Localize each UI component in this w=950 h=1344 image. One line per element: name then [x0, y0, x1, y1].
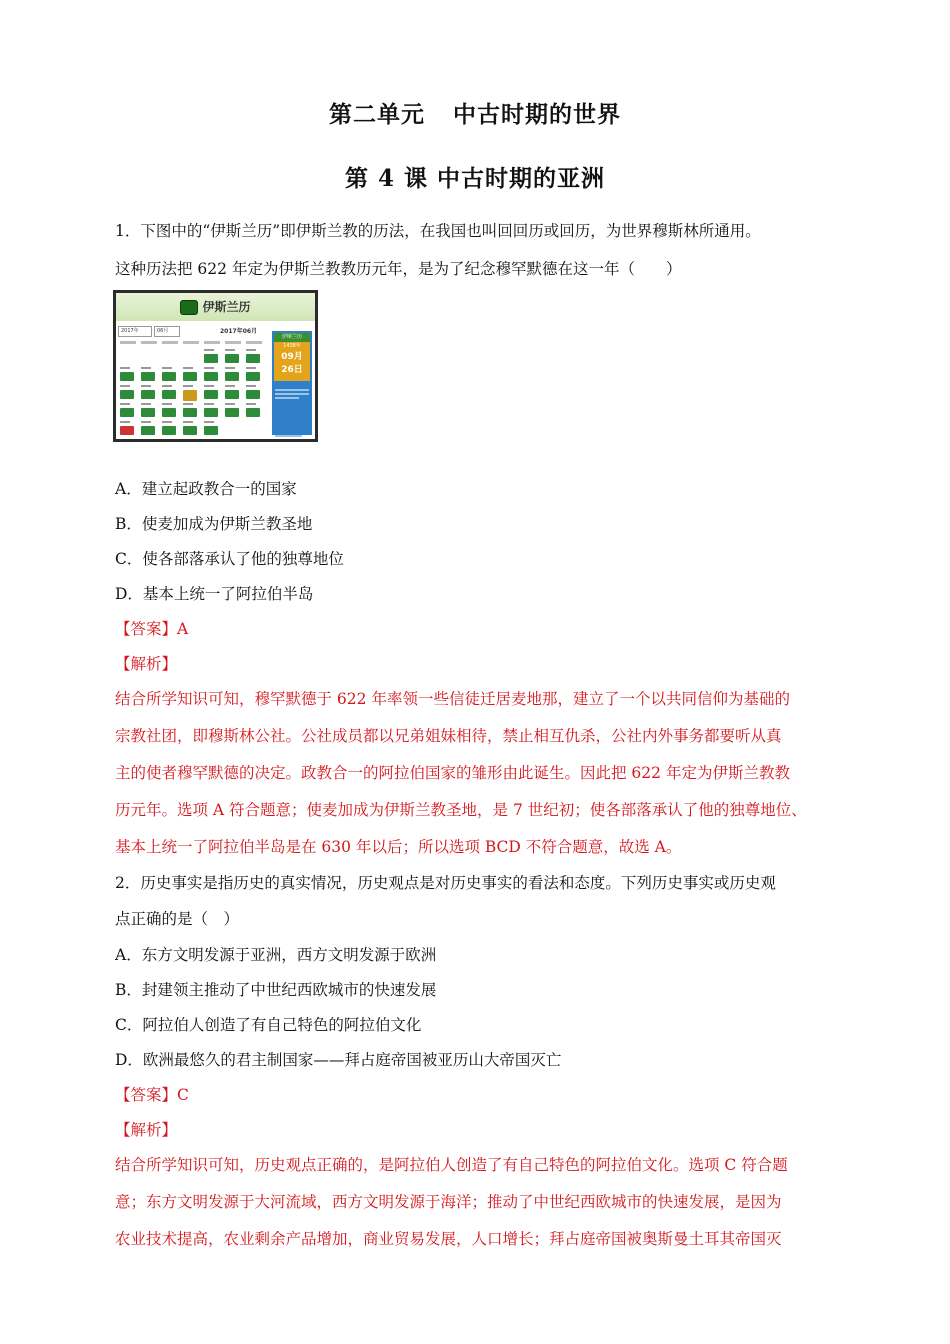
- calendar-day-number-mark: [204, 403, 214, 405]
- q2-option-c: C．阿拉伯人创造了有自己特色的阿拉伯文化: [115, 1016, 422, 1034]
- calendar-day-cell: [183, 372, 197, 381]
- calendar-weekday-mark: [141, 341, 157, 344]
- calendar-day-cell: [204, 408, 218, 417]
- q2-option-a: A．东方文明发源于亚洲，西方文明发源于欧洲: [115, 946, 437, 964]
- calendar-day-cell: [183, 408, 197, 417]
- q1-answer: [115, 617, 188, 639]
- calendar-day-number-mark: [225, 367, 235, 369]
- q1-stem-line1: 1．下图中的“伊斯兰历”即伊斯兰教的历法，在我国也叫回回历或回历，为世界穆斯林所通用。: [115, 222, 761, 240]
- calendar-day-cell: [162, 426, 176, 435]
- q1-option-a: A．建立起政教合一的国家: [115, 480, 297, 498]
- calendar-year-select: 2017年: [118, 326, 152, 337]
- calendar-day-cell: [141, 372, 155, 381]
- calendar-side-panel: [272, 331, 312, 435]
- q2-option-d: D．欧洲最悠久的君主制国家——拜占庭帝国被亚历山大帝国灭亡: [115, 1051, 562, 1069]
- calendar-day-number-mark: [141, 367, 151, 369]
- calendar-day-cell: [141, 390, 155, 399]
- calendar-day-number-mark: [141, 403, 151, 405]
- calendar-month-label: 2017年06月: [220, 328, 258, 335]
- calendar-day-number-mark: [225, 385, 235, 387]
- calendar-day-cell: [183, 426, 197, 435]
- calendar-side-month: 09月: [281, 352, 303, 362]
- q2-answer-label: 【答案】: [115, 1086, 178, 1104]
- calendar-day-number-mark: [225, 403, 235, 405]
- calendar-day-cell: [141, 426, 155, 435]
- calendar-day-number-mark: [120, 421, 130, 423]
- q1-option-d: D．基本上统一了阿拉伯半岛: [115, 585, 314, 603]
- unit-name: 中古时期的世界: [453, 101, 621, 128]
- islamic-calendar-image: [113, 290, 318, 442]
- calendar-side-note: [275, 387, 309, 437]
- calendar-day-cell: [225, 390, 239, 399]
- calendar-weekday-mark: [183, 341, 199, 344]
- calendar-logo-icon: [180, 300, 198, 315]
- q1-answer-value: A: [177, 620, 189, 638]
- calendar-day-cell: [162, 372, 176, 381]
- q1-analysis-line4: 历元年。选项 A 符合题意；使麦加成为伊斯兰教圣地，是 7 世纪初；使各部落承认了他的独尊地位、: [115, 801, 807, 819]
- q2-analysis-line2: 意；东方文明发源于大河流域，西方文明发源于海洋；推动了中世纪西欧城市的快速发展，是因为: [115, 1193, 782, 1211]
- calendar-weekday-mark: [204, 341, 220, 344]
- unit-title: [0, 96, 950, 129]
- calendar-day-cell: [246, 408, 260, 417]
- calendar-day-cell: [204, 390, 218, 399]
- calendar-day-cell: [183, 390, 197, 401]
- q2-answer: [115, 1083, 189, 1105]
- q2-analysis-line3: 农业技术提高，农业剩余产品增加，商业贸易发展，人口增长；拜占庭帝国被奥斯曼土耳其帝国灭: [115, 1230, 782, 1248]
- calendar-day-number-mark: [183, 421, 193, 423]
- calendar-day-cell: [204, 372, 218, 381]
- calendar-day-cell: [120, 390, 134, 399]
- calendar-side-hijri-year: 1438年: [283, 343, 301, 349]
- calendar-grid: [118, 341, 268, 437]
- calendar-day-number-mark: [225, 349, 235, 351]
- calendar-month-select: 06月: [154, 326, 180, 337]
- calendar-day-cell: [225, 354, 239, 363]
- calendar-header-text: 伊斯兰历: [202, 300, 251, 314]
- calendar-weekday-mark: [246, 341, 262, 344]
- calendar-day-number-mark: [204, 385, 214, 387]
- calendar-day-number-mark: [183, 385, 193, 387]
- calendar-day-number-mark: [246, 403, 256, 405]
- calendar-day-cell: [246, 354, 260, 363]
- q1-analysis-line1: 结合所学知识可知，穆罕默德于 622 年率领一些信徒迁居麦地那，建立了一个以共同信仰为基础的: [115, 690, 790, 708]
- calendar-weekday-mark: [120, 341, 136, 344]
- calendar-day-cell: [162, 390, 176, 399]
- calendar-day-number-mark: [204, 349, 214, 351]
- calendar-day-number-mark: [204, 421, 214, 423]
- calendar-day-number-mark: [183, 367, 193, 369]
- calendar-day-number-mark: [246, 349, 256, 351]
- calendar-day-number-mark: [246, 385, 256, 387]
- q2-analysis-line1: 结合所学知识可知，历史观点正确的，是阿拉伯人创造了有自己特色的阿拉伯文化。选项 C 符合题: [115, 1156, 788, 1174]
- q2-option-b: B．封建领主推动了中世纪西欧城市的快速发展: [115, 981, 437, 999]
- calendar-day-number-mark: [246, 367, 256, 369]
- lesson-title: 第 4 课 中古时期的亚洲: [344, 165, 606, 192]
- q2-answer-value: C: [177, 1086, 189, 1104]
- calendar-day-cell: [204, 354, 218, 363]
- calendar-side-title: 伊斯兰历: [274, 333, 310, 342]
- calendar-day-number-mark: [120, 403, 130, 405]
- q1-analysis-label: 【解析】: [115, 655, 178, 673]
- calendar-day-cell: [162, 408, 176, 417]
- calendar-day-cell: [204, 426, 218, 435]
- calendar-day-number-mark: [162, 421, 172, 423]
- calendar-day-number-mark: [162, 385, 172, 387]
- calendar-day-number-mark: [204, 367, 214, 369]
- calendar-day-number-mark: [120, 367, 130, 369]
- calendar-day-cell: [246, 372, 260, 381]
- calendar-day-number-mark: [120, 385, 130, 387]
- calendar-day-number-mark: [162, 403, 172, 405]
- calendar-day-cell: [120, 372, 134, 381]
- q1-analysis-line3: 主的使者穆罕默德的决定。政教合一的阿拉伯国家的雏形由此诞生。因此把 622 年定为伊斯兰教教: [115, 764, 790, 782]
- q2-analysis-label: 【解析】: [115, 1121, 178, 1139]
- q2-stem-line2: 点正确的是（ ）: [115, 910, 240, 928]
- calendar-day-cell: [120, 426, 134, 435]
- calendar-day-cell: [225, 372, 239, 381]
- calendar-day-cell: [225, 408, 239, 417]
- calendar-day-cell: [141, 408, 155, 417]
- calendar-day-number-mark: [162, 367, 172, 369]
- q2-stem-line1: 2．历史事实是指历史的真实情况，历史观点是对历史事实的看法和态度。下列历史事实或历史观: [115, 874, 776, 892]
- q1-option-b: B．使麦加成为伊斯兰教圣地: [115, 515, 313, 533]
- calendar-day-number-mark: [141, 421, 151, 423]
- q1-option-c: C．使各部落承认了他的独尊地位: [115, 550, 344, 568]
- calendar-day-number-mark: [183, 403, 193, 405]
- calendar-day-number-mark: [141, 385, 151, 387]
- calendar-weekday-mark: [162, 341, 178, 344]
- unit-number: 第二单元: [329, 101, 425, 128]
- calendar-side-day: 26日: [281, 365, 303, 375]
- q1-analysis-line5: 基本上统一了阿拉伯半岛是在 630 年以后；所以选项 BCD 不符合题意，故选 A。: [115, 838, 682, 856]
- calendar-day-cell: [120, 408, 134, 417]
- calendar-day-cell: [246, 390, 260, 399]
- q1-analysis-line2: 宗教社团，即穆斯林公社。公社成员都以兄弟姐妹相待，禁止相互仇杀，公社内外事务都要听从真: [115, 727, 782, 745]
- q1-stem-line2: 这种历法把 622 年定为伊斯兰教教历元年，是为了纪念穆罕默德在这一年（ ）: [115, 260, 682, 278]
- calendar-header: [116, 293, 315, 321]
- calendar-weekday-mark: [225, 341, 241, 344]
- q1-answer-label: 【答案】: [115, 620, 178, 638]
